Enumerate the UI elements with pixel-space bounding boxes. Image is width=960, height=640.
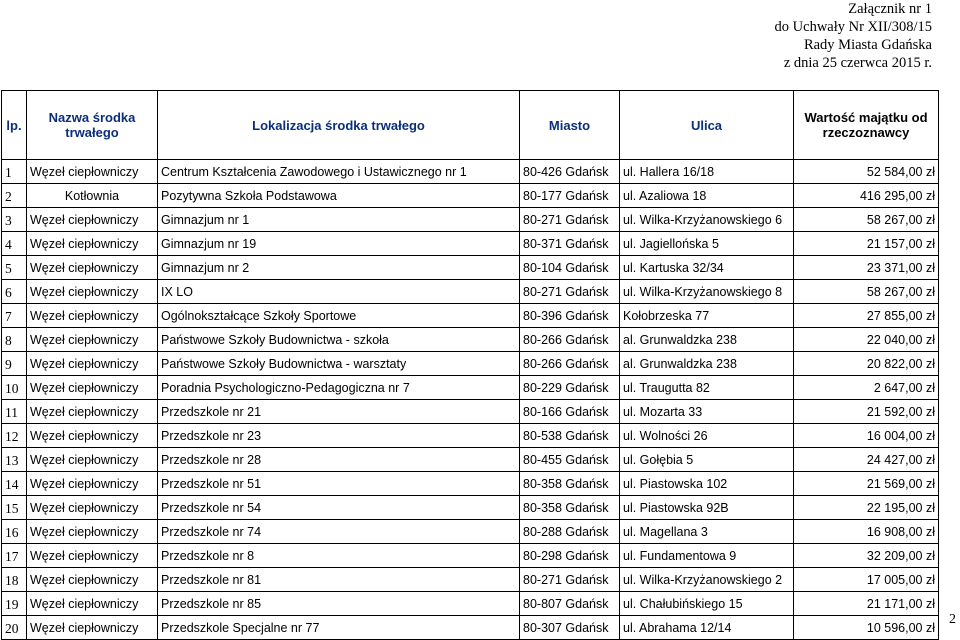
table-row <box>2 448 939 472</box>
asset-location: Przedszkole nr 23 <box>158 424 520 448</box>
asset-value: 416 295,00 zł <box>794 184 939 208</box>
asset-street: ul. Wolności 26 <box>620 424 794 448</box>
asset-name: Węzeł ciepłowniczy <box>27 256 158 280</box>
asset-street: ul. Jagiellońska 5 <box>620 232 794 256</box>
asset-value: 16 004,00 zł <box>794 424 939 448</box>
asset-location: Przedszkole Specjalne nr 77 <box>158 616 520 640</box>
table-row <box>2 304 939 328</box>
asset-name: Węzeł ciepłowniczy <box>27 232 158 256</box>
asset-name: Węzeł ciepłowniczy <box>27 400 158 424</box>
asset-city: 80-166 Gdańsk <box>520 400 620 424</box>
asset-location: Państwowe Szkoły Budownictwa - szkoła <box>158 328 520 352</box>
asset-value: 58 267,00 zł <box>794 280 939 304</box>
asset-city: 80-266 Gdańsk <box>520 328 620 352</box>
table-row <box>2 280 939 304</box>
asset-location: Gimnazjum nr 19 <box>158 232 520 256</box>
asset-street: ul. Azaliowa 18 <box>620 184 794 208</box>
row-number: 1 <box>2 160 27 184</box>
asset-street: ul. Wilka-Krzyżanowskiego 6 <box>620 208 794 232</box>
table-row <box>2 160 939 184</box>
asset-value: 21 171,00 zł <box>794 592 939 616</box>
header-city: Miasto <box>520 91 620 160</box>
asset-name: Węzeł ciepłowniczy <box>27 544 158 568</box>
header-street: Ulica <box>620 91 794 160</box>
table-row <box>2 544 939 568</box>
row-number: 7 <box>2 304 27 328</box>
table-row <box>2 232 939 256</box>
asset-city: 80-229 Gdańsk <box>520 376 620 400</box>
asset-location: Przedszkole nr 51 <box>158 472 520 496</box>
row-number: 10 <box>2 376 27 400</box>
asset-city: 80-288 Gdańsk <box>520 520 620 544</box>
row-number: 2 <box>2 184 27 208</box>
asset-value: 22 195,00 zł <box>794 496 939 520</box>
asset-location: Państwowe Szkoły Budownictwa - warsztaty <box>158 352 520 376</box>
asset-city: 80-271 Gdańsk <box>520 208 620 232</box>
asset-street: Kołobrzeska 77 <box>620 304 794 328</box>
table-row <box>2 568 939 592</box>
asset-city: 80-307 Gdańsk <box>520 616 620 640</box>
asset-city: 80-455 Gdańsk <box>520 448 620 472</box>
row-number: 11 <box>2 400 27 424</box>
table-row <box>2 424 939 448</box>
asset-value: 58 267,00 zł <box>794 208 939 232</box>
asset-value: 10 596,00 zł <box>794 616 939 640</box>
row-number: 5 <box>2 256 27 280</box>
asset-location: Gimnazjum nr 1 <box>158 208 520 232</box>
row-number: 3 <box>2 208 27 232</box>
asset-city: 80-358 Gdańsk <box>520 472 620 496</box>
asset-street: ul. Mozarta 33 <box>620 400 794 424</box>
annex-resolution: do Uchwały Nr XII/308/15 <box>774 19 932 35</box>
asset-value: 21 569,00 zł <box>794 472 939 496</box>
asset-street: ul. Piastowska 92B <box>620 496 794 520</box>
asset-location: Centrum Kształcenia Zawodowego i Ustawicznego nr 1 <box>158 160 520 184</box>
asset-value: 27 855,00 zł <box>794 304 939 328</box>
asset-value: 32 209,00 zł <box>794 544 939 568</box>
table-row <box>2 184 939 208</box>
asset-street: ul. Piastowska 102 <box>620 472 794 496</box>
asset-name: Kotłownia <box>27 184 158 208</box>
table-row <box>2 520 939 544</box>
page-number: 2 <box>949 612 956 627</box>
asset-location: IX LO <box>158 280 520 304</box>
asset-name: Węzeł ciepłowniczy <box>27 592 158 616</box>
asset-street: ul. Gołębia 5 <box>620 448 794 472</box>
asset-name: Węzeł ciepłowniczy <box>27 376 158 400</box>
asset-city: 80-104 Gdańsk <box>520 256 620 280</box>
row-number: 12 <box>2 424 27 448</box>
asset-name: Węzeł ciepłowniczy <box>27 496 158 520</box>
row-number: 8 <box>2 328 27 352</box>
asset-city: 80-271 Gdańsk <box>520 568 620 592</box>
row-number: 20 <box>2 616 27 640</box>
asset-street: ul. Fundamentowa 9 <box>620 544 794 568</box>
header-name: Nazwa środka trwałego <box>27 91 158 160</box>
asset-location: Przedszkole nr 28 <box>158 448 520 472</box>
asset-street: ul. Magellana 3 <box>620 520 794 544</box>
asset-value: 2 647,00 zł <box>794 376 939 400</box>
asset-name: Węzeł ciepłowniczy <box>27 520 158 544</box>
asset-location: Przedszkole nr 85 <box>158 592 520 616</box>
row-number: 17 <box>2 544 27 568</box>
asset-city: 80-298 Gdańsk <box>520 544 620 568</box>
asset-name: Węzeł ciepłowniczy <box>27 304 158 328</box>
asset-city: 80-426 Gdańsk <box>520 160 620 184</box>
asset-street: ul. Chałubińskiego 15 <box>620 592 794 616</box>
asset-street: ul. Kartuska 32/34 <box>620 256 794 280</box>
asset-name: Węzeł ciepłowniczy <box>27 208 158 232</box>
row-number: 9 <box>2 352 27 376</box>
annex-council: Rady Miasta Gdańska <box>803 37 932 53</box>
row-number: 19 <box>2 592 27 616</box>
asset-location: Przedszkole nr 8 <box>158 544 520 568</box>
asset-name: Węzeł ciepłowniczy <box>27 328 158 352</box>
asset-street: ul. Wilka-Krzyżanowskiego 2 <box>620 568 794 592</box>
asset-name: Węzeł ciepłowniczy <box>27 352 158 376</box>
asset-location: Ogólnokształcące Szkoły Sportowe <box>158 304 520 328</box>
row-number: 13 <box>2 448 27 472</box>
asset-street: al. Grunwaldzka 238 <box>620 352 794 376</box>
asset-value: 20 822,00 zł <box>794 352 939 376</box>
asset-value: 23 371,00 zł <box>794 256 939 280</box>
asset-value: 22 040,00 zł <box>794 328 939 352</box>
table-header-row <box>2 91 939 160</box>
asset-value: 16 908,00 zł <box>794 520 939 544</box>
asset-name: Węzeł ciepłowniczy <box>27 280 158 304</box>
asset-city: 80-371 Gdańsk <box>520 232 620 256</box>
asset-city: 80-538 Gdańsk <box>520 424 620 448</box>
row-number: 18 <box>2 568 27 592</box>
row-number: 15 <box>2 496 27 520</box>
asset-location: Przedszkole nr 21 <box>158 400 520 424</box>
asset-location: Przedszkole nr 74 <box>158 520 520 544</box>
table-row <box>2 496 939 520</box>
asset-city: 80-358 Gdańsk <box>520 496 620 520</box>
asset-name: Węzeł ciepłowniczy <box>27 568 158 592</box>
row-number: 16 <box>2 520 27 544</box>
header-location: Lokalizacja środka trwałego <box>158 91 520 160</box>
asset-city: 80-396 Gdańsk <box>520 304 620 328</box>
asset-location: Gimnazjum nr 2 <box>158 256 520 280</box>
annex-header <box>775 0 932 72</box>
asset-value: 21 592,00 zł <box>794 400 939 424</box>
table-row <box>2 352 939 376</box>
asset-name: Węzeł ciepłowniczy <box>27 616 158 640</box>
asset-value: 52 584,00 zł <box>794 160 939 184</box>
annex-date: z dnia 25 czerwca 2015 r. <box>783 55 932 71</box>
asset-city: 80-807 Gdańsk <box>520 592 620 616</box>
header-lp: lp. <box>2 91 27 160</box>
table-row <box>2 328 939 352</box>
asset-value: 24 427,00 zł <box>794 448 939 472</box>
asset-value: 21 157,00 zł <box>794 232 939 256</box>
asset-value: 17 005,00 zł <box>794 568 939 592</box>
asset-street: al. Grunwaldzka 238 <box>620 328 794 352</box>
header-value: Wartość majątku od rzeczoznawcy <box>794 91 939 160</box>
table-row <box>2 256 939 280</box>
table-row <box>2 616 939 640</box>
asset-street: ul. Traugutta 82 <box>620 376 794 400</box>
table-row <box>2 208 939 232</box>
table-row <box>2 592 939 616</box>
asset-name: Węzeł ciepłowniczy <box>27 424 158 448</box>
row-number: 6 <box>2 280 27 304</box>
asset-name: Węzeł ciepłowniczy <box>27 160 158 184</box>
asset-location: Pozytywna Szkoła Podstawowa <box>158 184 520 208</box>
annex-title: Załącznik nr 1 <box>848 1 932 17</box>
asset-location: Przedszkole nr 81 <box>158 568 520 592</box>
asset-street: ul. Wilka-Krzyżanowskiego 8 <box>620 280 794 304</box>
asset-city: 80-266 Gdańsk <box>520 352 620 376</box>
asset-name: Węzeł ciepłowniczy <box>27 448 158 472</box>
asset-location: Poradnia Psychologiczno-Pedagogiczna nr 7 <box>158 376 520 400</box>
table-body <box>2 160 939 640</box>
assets-table <box>1 90 939 640</box>
asset-city: 80-177 Gdańsk <box>520 184 620 208</box>
table-row <box>2 472 939 496</box>
table-row <box>2 376 939 400</box>
asset-street: ul. Abrahama 12/14 <box>620 616 794 640</box>
asset-street: ul. Hallera 16/18 <box>620 160 794 184</box>
row-number: 14 <box>2 472 27 496</box>
asset-location: Przedszkole nr 54 <box>158 496 520 520</box>
row-number: 4 <box>2 232 27 256</box>
asset-name: Węzeł ciepłowniczy <box>27 472 158 496</box>
table-row <box>2 400 939 424</box>
asset-city: 80-271 Gdańsk <box>520 280 620 304</box>
